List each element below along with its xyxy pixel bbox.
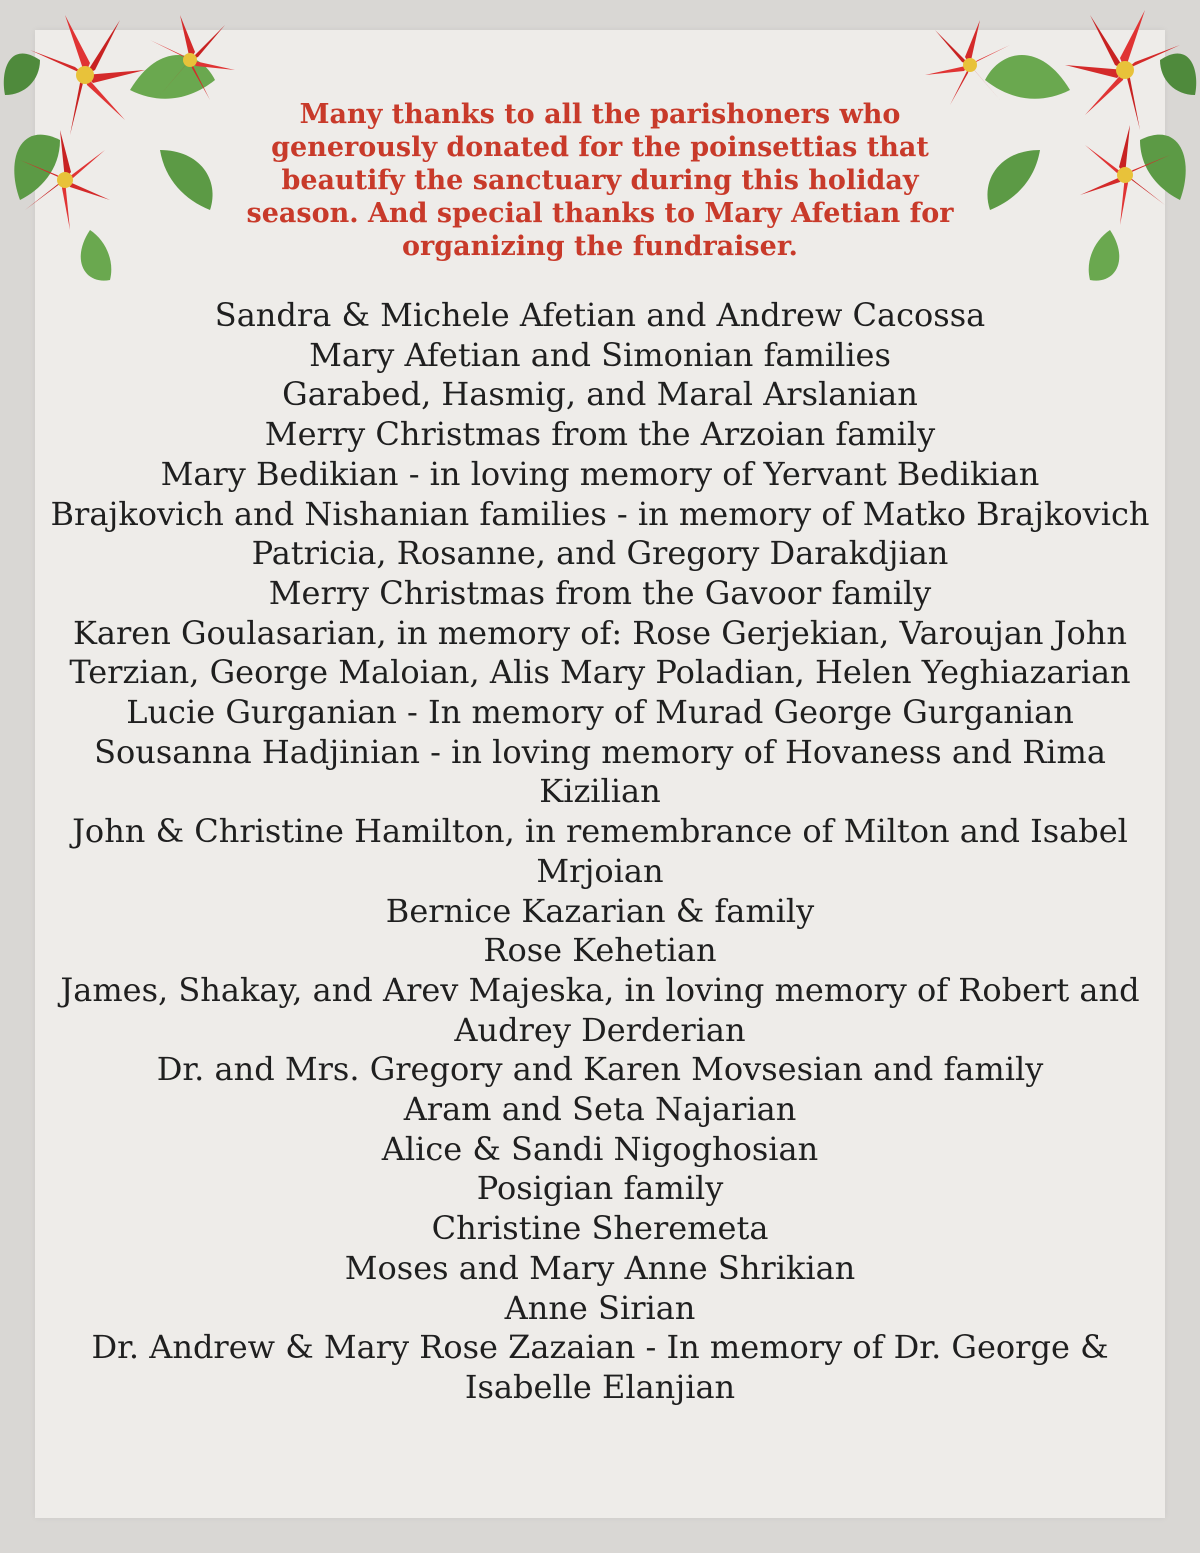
list-item: Christine Sheremeta (431, 1209, 769, 1248)
list-item: Patricia, Rosanne, and Gregory Darakdjian (251, 534, 949, 573)
list-item: Rose Kehetian (483, 931, 717, 970)
list-item: Anne Sirian (504, 1288, 696, 1327)
list-item: Posigian family (476, 1169, 724, 1208)
list-item: John & Christine Hamilton, in remembrance of Milton and Isabel Mrjoian (72, 812, 1128, 890)
list-item: Karen Goulasarian, in memory of: Rose Gerjekian, Varoujan John Terzian, George Maloian, Alis Mary Poladian, Helen Yeghiazarian (69, 613, 1131, 692)
list-item: Mary Afetian and Simonian families (309, 335, 891, 374)
list-item: Sandra & Michele Afetian and Andrew Cacossa (214, 296, 986, 334)
list-item: Dr. Andrew & Mary Rose Zazaian - In memory of Dr. George & Isabelle Elanjian (91, 1328, 1109, 1406)
list-item: Lucie Gurganian - In memory of Murad George Gurganian (126, 693, 1074, 732)
thank-you-message: Many thanks to all the parishoners who generously donated for the poinsettias that beautify the sanctuary during this holiday season. And special thanks to Mary Afetian for organizing the fundraiser. (246, 99, 954, 262)
list-item: Bernice Kazarian & family (385, 891, 815, 930)
list-item: Sousanna Hadjinian - in loving memory of Hovaness and Rima Kizilian (94, 732, 1106, 811)
list-item: Aram and Seta Najarian (403, 1090, 797, 1129)
list-item: Garabed, Hasmig, and Maral Arslanian (282, 375, 918, 414)
list-item: Alice & Sandi Nigoghosian (381, 1129, 819, 1168)
list-item: Brajkovich and Nishanian families - in memory of Matko Brajkovich (50, 494, 1150, 533)
list-item: Mary Bedikian - in loving memory of Yervant Bedikian (160, 454, 1040, 493)
list-item: Merry Christmas from the Arzoian family (264, 415, 936, 454)
list-item: Merry Christmas from the Gavoor family (268, 573, 932, 612)
list-item: Moses and Mary Anne Shrikian (344, 1248, 856, 1287)
list-item: James, Shakay, and Arev Majeska, in loving memory of Robert and Audrey Derderian (60, 970, 1140, 1049)
donor-list (40, 296, 1160, 1408)
list-item: Dr. and Mrs. Gregory and Karen Movsesian and family (156, 1050, 1044, 1089)
